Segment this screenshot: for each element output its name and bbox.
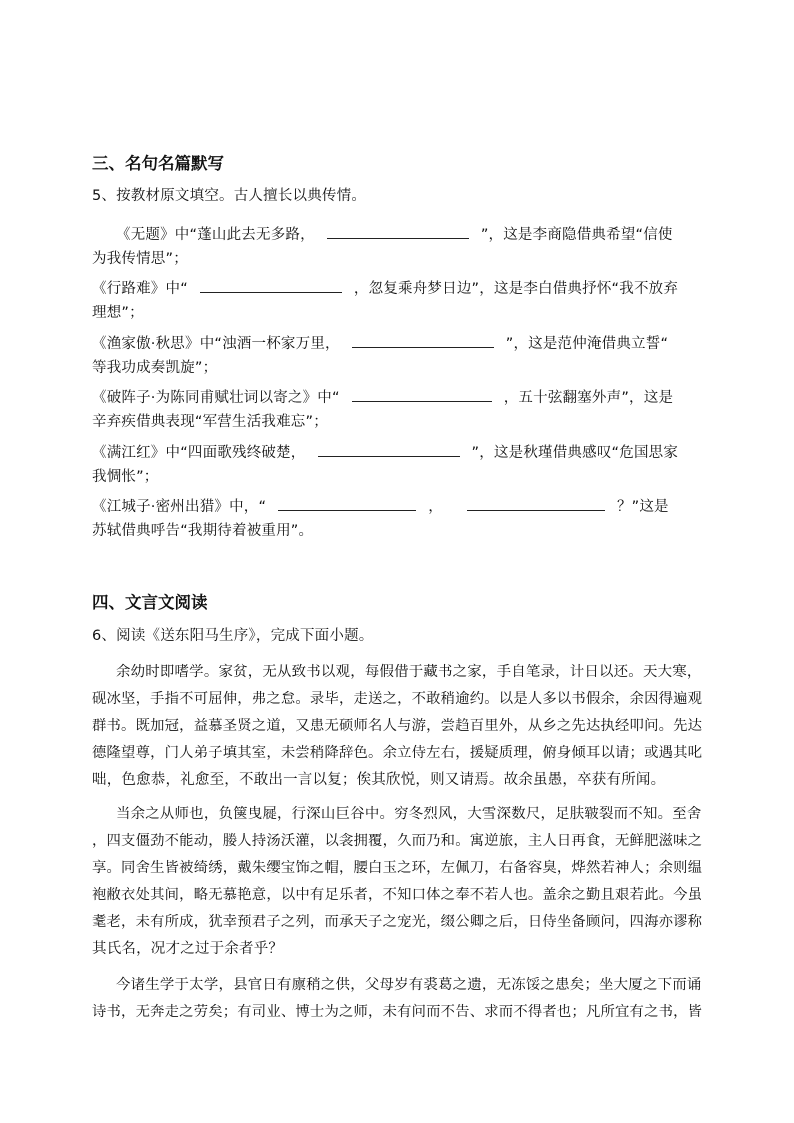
passage-p2-line-5: 耄老，未有所成，犹幸预君子之列，而承天子之宠光，缀公卿之后，日侍坐备顾问，四海亦谬称 [92, 914, 703, 930]
fill-item-1-continuation: 为我传情思”； [92, 251, 188, 267]
fill-item-6-continuation: 苏轼借典呼告“我期待着被重用”。 [92, 523, 314, 539]
fill-blank-3[interactable] [352, 331, 494, 348]
fill-item-5-text: 《满江红》中“四面歌残终破楚， [92, 445, 306, 461]
fill-blank-2[interactable] [200, 276, 342, 293]
fill-item-3-continuation: 等我功成奏凯旋”； [92, 360, 218, 376]
passage-p1-line-4: 德隆望尊，门人弟子填其室，未尝稍降辞色。余立侍左右，援疑质理，俯身倾耳以请；或遇其叱 [92, 745, 703, 761]
fill-item-1 [116, 222, 673, 245]
passage-p2-line-1: 当余之从师也，负箧曳屣，行深山巨谷中。穷冬烈风，大雪深数尺，足肤皲裂而不知。至舍 [116, 806, 702, 822]
passage-p1-line-1: 余幼时即嗜学。家贫，无从致书以观，每假借于藏书之家，手自笔录，计日以还。天大寒， [116, 664, 702, 680]
fill-item-4-text: 《破阵子·为陈同甫赋壮词以寄之》中“ [92, 390, 340, 406]
fill-item-3 [92, 331, 668, 354]
question-5-prompt: 5、按教材原文填空。古人擅长以典传情。 [92, 188, 367, 204]
passage-p2-line-2: ，四支僵劲不能动，媵人持汤沃灌，以衾拥覆，久而乃和。寓逆旅，主人日再食，无鲜肥滋味之 [92, 833, 703, 849]
question-6-prompt: 6、阅读《送东阳马生序》，完成下面小题。 [92, 628, 374, 644]
fill-item-2-text: 《行路难》中“ [92, 281, 188, 297]
passage-p3-line-2: 诗书，无奔走之劳矣；有司业、博士为之师，未有问而不告、求而不得者也；凡所宜有之书，皆 [92, 1004, 703, 1020]
fill-item-6-tail: ？”这是 [616, 499, 669, 515]
fill-item-2 [92, 276, 678, 299]
fill-item-4-continuation: 辛弃疾借典表现“军营生活我难忘”； [92, 414, 328, 430]
fill-blank-4[interactable] [352, 385, 492, 402]
section-heading-poetry: 三、名句名篇默写 [92, 154, 224, 173]
fill-blank-6b[interactable] [467, 494, 605, 511]
passage-p1-line-5: 咄，色愈恭，礼愈至，不敢出一言以复；俟其欣悦，则又请焉。故余虽愚，卒获有所闻。 [92, 772, 666, 788]
fill-item-3-text: 《渔家傲·秋思》中“浊酒一杯家万里， [92, 336, 340, 352]
passage-p2-line-4: 袍敝衣处其间，略无慕艳意，以中有足乐者，不知口体之奉不若人也。盖余之勤且艰若此。今虽 [92, 887, 703, 903]
fill-blank-6a[interactable] [278, 494, 416, 511]
fill-item-2-tail: ，忽复乘舟梦日边”，这是李白借典抒怀“我不放弃 [353, 281, 679, 297]
fill-item-5-continuation: 我惆怅”； [92, 469, 159, 485]
fill-item-3-tail: ”，这是范仲淹借典立誓“ [505, 336, 669, 352]
fill-blank-5[interactable] [318, 440, 460, 457]
passage-p2-line-3: 享。同舍生皆被绮绣，戴朱缨宝饰之帽，腰白玉之环，左佩刀，右备容臭，烨然若神人；余则缊 [92, 860, 703, 876]
fill-item-5-tail: ”，这是秋瑾借典感叹“危国思家 [471, 445, 679, 461]
passage-p1-line-3: 群书。既加冠，益慕圣贤之道，又患无硕师名人与游，尝趋百里外，从乡之先达执经叩问。先达 [92, 718, 703, 734]
fill-item-5 [92, 440, 678, 463]
fill-item-2-continuation: 理想”； [92, 305, 144, 321]
fill-item-6-separator: ， [428, 499, 443, 515]
fill-blank-1[interactable] [327, 222, 469, 239]
passage-p1-line-2: 砚冰坚，手指不可屈伸，弗之怠。录毕，走送之，不敢稍逾约。以是人多以书假余，余因得遍观 [92, 691, 703, 707]
fill-item-6-text: 《江城子·密州出猎》中，“ [92, 499, 267, 515]
fill-item-1-tail: ”，这是李商隐借典希望“信使 [480, 227, 673, 243]
fill-item-1-text: 《无题》中“蓬山此去无多路， [116, 227, 315, 243]
passage-p3-line-1: 今诸生学于太学，县官日有廪稍之供，父母岁有裘葛之遗，无冻馁之患矣；坐大厦之下而诵 [116, 977, 702, 993]
section-heading-classical-reading: 四、文言文阅读 [92, 593, 208, 612]
fill-item-6 [92, 494, 669, 517]
passage-p2-line-6: 其氏名，况才之过于余者乎？ [92, 941, 284, 957]
fill-item-4 [92, 385, 673, 408]
fill-item-4-tail: ，五十弦翻塞外声”，这是 [503, 390, 674, 406]
